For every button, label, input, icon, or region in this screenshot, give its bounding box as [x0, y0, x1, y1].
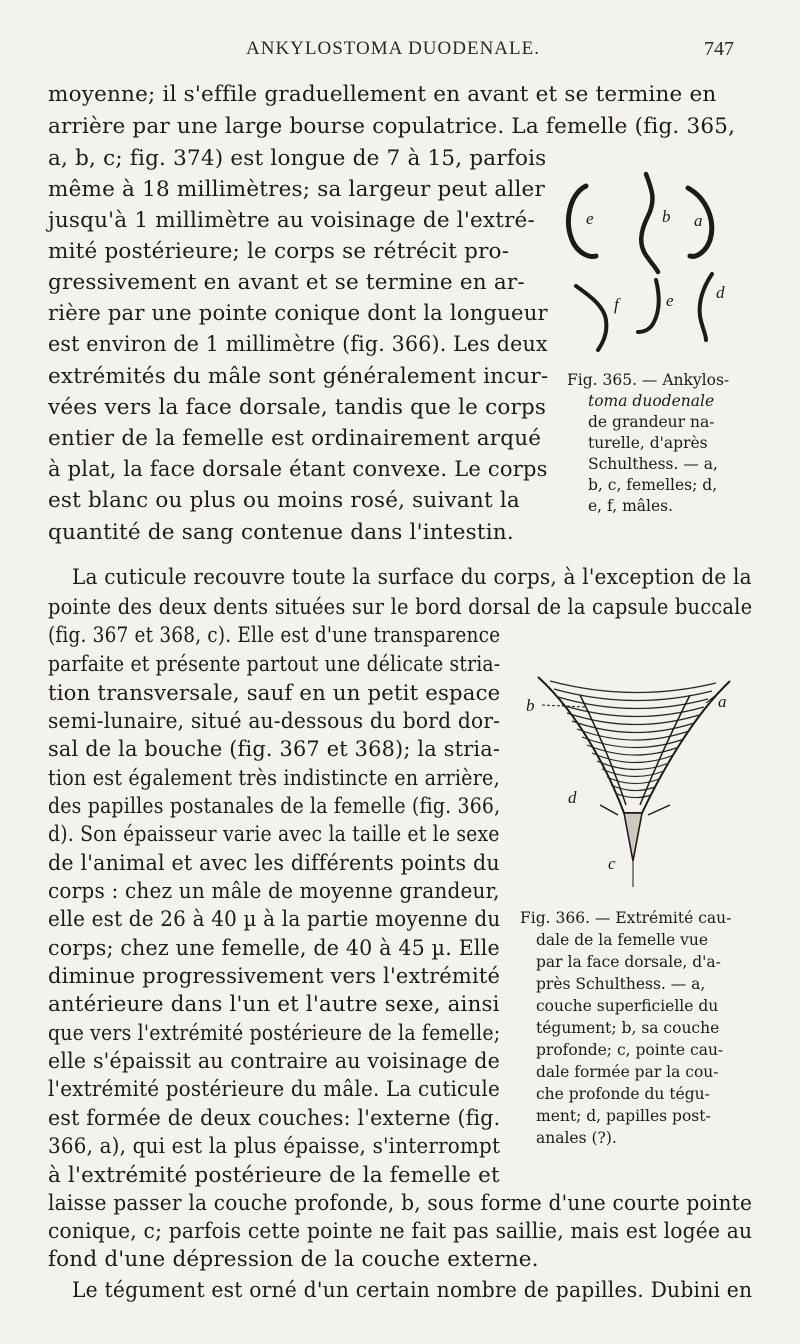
- worm-b: [641, 174, 658, 272]
- text-line: l'extrémité postérieure du mâle. La cuticule: [48, 1077, 500, 1102]
- label-e-male: e: [666, 291, 674, 310]
- caption-line: couche superficielle du: [536, 997, 719, 1015]
- text-line: mité postérieure; le corps se rétrécit pro-: [48, 239, 510, 264]
- label-d: d: [716, 283, 725, 302]
- text-line: est formée de deux couches: l'externe (fig.: [48, 1106, 501, 1131]
- text-line: Le tégument est orné d'un certain nombre de papilles. Dubini en: [72, 1278, 753, 1303]
- worm-e-male: [638, 280, 659, 332]
- caption-line: e, f, mâles.: [588, 497, 674, 515]
- caption-line: Fig. 366. — Extrémité cau-: [520, 909, 732, 927]
- text-line: extrémités du mâle sont généralement incur-: [48, 364, 549, 389]
- text-line: est blanc ou plus ou moins rosé, suivant la: [48, 488, 520, 513]
- text-line: (fig. 367 et 368, c). Elle est d'une transparence: [48, 623, 501, 648]
- caption-line: anales (?).: [536, 1129, 617, 1147]
- text-line: pointe des deux dents situées sur le bord dorsal de la capsule buccale: [48, 595, 753, 620]
- running-title: ANKYLOSTOMA DUODENALE.: [246, 38, 540, 59]
- text-line: fond d'une dépression de la couche externe.: [48, 1247, 539, 1272]
- text-line: elle s'épaissit au contraire au voisinage de: [48, 1049, 501, 1074]
- text-line: quantité de sang contenue dans l'intestin.: [48, 520, 514, 545]
- caudal-tip: [624, 813, 642, 861]
- striations: [550, 681, 716, 798]
- caption-line: Fig. 365. — Ankylos-: [567, 371, 730, 389]
- label-f: f: [614, 295, 619, 314]
- caption-line: par la face dorsale, d'a-: [536, 953, 721, 971]
- label-c: c: [608, 854, 616, 873]
- text-line: que vers l'extrémité postérieure de la femelle;: [48, 1021, 501, 1046]
- caption-line: turelle, d'après: [588, 434, 708, 452]
- label-b: b: [526, 696, 535, 715]
- caption-line: près Schulthess. — a,: [536, 975, 706, 993]
- figure-365-illustration: [556, 160, 756, 370]
- caption-line: Schulthess. — a,: [588, 455, 718, 473]
- text-line: a, b, c; fig. 374) est longue de 7 à 15, parfois: [48, 146, 547, 171]
- caption-line: de grandeur na-: [588, 413, 715, 431]
- text-line: parfaite et présente partout une délicate stria-: [48, 652, 501, 677]
- worm-f: [576, 286, 606, 350]
- text-line: des papilles postanales de la femelle (fig. 366,: [48, 794, 501, 819]
- text-line: rière par une pointe conique dont la longueur: [48, 301, 548, 326]
- caption-line: che profonde du tégu-: [536, 1085, 710, 1103]
- papilla-left: [600, 805, 618, 815]
- caption-line: profonde; c, pointe cau-: [536, 1041, 724, 1059]
- text-line: elle est de 26 à 40 µ à la partie moyenne du: [48, 907, 501, 932]
- page-number: 747: [704, 38, 734, 60]
- outer-layer: [538, 677, 730, 813]
- text-line: moyenne; il s'effile graduellement en avant et se termine en: [48, 82, 717, 107]
- page-header: [0, 38, 800, 68]
- text-line: entier de la femelle est ordinairement arqué: [48, 426, 542, 451]
- text-line: 366, a), qui est la plus épaisse, s'interrompt: [48, 1134, 501, 1159]
- caption-line: dale de la femelle vue: [536, 931, 709, 949]
- text-line: jusqu'à 1 millimètre au voisinage de l'extré-: [48, 208, 535, 233]
- text-line: vées vers la face dorsale, tandis que le corps: [48, 395, 547, 420]
- text-line: gressivement en avant et se termine en ar-: [48, 270, 525, 295]
- caption-line: tégument; b, sa couche: [536, 1019, 720, 1037]
- worm-d: [700, 274, 712, 340]
- text-line: conique, c; parfois cette pointe ne fait pas saillie, mais est logée au: [48, 1219, 753, 1244]
- text-line: même à 18 millimètres; sa largeur peut aller: [48, 177, 545, 202]
- inner-layer-right: [640, 695, 690, 805]
- text-line: corps; chez une femelle, de 40 à 45 µ. Elle: [48, 936, 500, 961]
- text-line: corps : chez un mâle de moyenne grandeur,: [48, 879, 500, 904]
- text-line: arrière par une large bourse copulatrice. La femelle (fig. 365,: [48, 114, 736, 139]
- label-b: b: [662, 207, 671, 226]
- papilla-right: [648, 805, 670, 815]
- text-line: est environ de 1 millimètre (fig. 366). Les deux: [48, 332, 548, 357]
- text-line: de l'animal et avec les différents points du: [48, 851, 500, 876]
- text-line: laisse passer la couche profonde, b, sous forme d'une courte pointe: [48, 1191, 753, 1216]
- text-line: à l'extrémité postérieure de la femelle et: [48, 1163, 500, 1188]
- text-line: d). Son épaisseur varie avec la taille et le sexe: [48, 822, 500, 847]
- text-line: sal de la bouche (fig. 367 et 368); la stria-: [48, 737, 501, 762]
- label-a: a: [718, 692, 727, 711]
- text-line: La cuticule recouvre toute la surface du corps, à l'exception de la: [72, 565, 752, 590]
- text-line: semi-lunaire, situé au-dessous du bord dor-: [48, 709, 501, 734]
- caption-line: toma duodenale: [588, 392, 715, 410]
- text-line: à plat, la face dorsale étant convexe. Le corps: [48, 457, 548, 482]
- caption-line: ment; d, papilles post-: [536, 1107, 711, 1125]
- label-a: a: [694, 211, 703, 230]
- label-d: d: [568, 788, 577, 807]
- caption-line: dale formée par la cou-: [536, 1063, 719, 1081]
- text-line: diminue progressivement vers l'extrémité: [48, 964, 501, 989]
- text-line: tion transversale, sauf en un petit espace: [48, 681, 501, 706]
- text-line: tion est également très indistincte en arrière,: [48, 766, 500, 791]
- label-e: e: [586, 209, 594, 228]
- caption-line: b, c, femelles; d,: [588, 476, 718, 494]
- figure-366-illustration: [520, 655, 760, 895]
- text-line: antérieure dans l'un et l'autre sexe, ainsi: [48, 992, 500, 1017]
